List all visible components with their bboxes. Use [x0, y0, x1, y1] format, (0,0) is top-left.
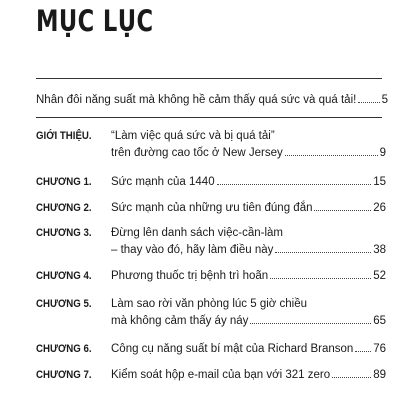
page-number: 76: [373, 343, 386, 355]
entry-title-line: Công cụ năng suất bí mật của Richard Branson: [111, 343, 354, 355]
page-number: 5: [381, 94, 388, 106]
entry-title-line: Sức mạnh của 1440: [111, 176, 215, 188]
entry-label: CHƯƠNG 1.: [36, 176, 92, 188]
toc-entry-chapter-5: [36, 298, 386, 332]
page-number: 65: [373, 315, 386, 327]
dot-leader: [285, 155, 378, 156]
entry-title-line: – thay vào đó, hãy làm điều này: [111, 244, 274, 256]
entry-label: CHƯƠNG 4.: [36, 270, 92, 282]
entry-title-line: mà không cảm thấy áy náy: [111, 315, 249, 327]
toc-entry-chapter-2: [36, 202, 386, 219]
entry-label: CHƯƠNG 5.: [36, 298, 92, 310]
entry-title-line: trên đường cao tốc ở New Jersey: [111, 147, 283, 159]
toc-entry-chapter-7: [36, 369, 386, 386]
toc-heading: MỤC LỤC: [36, 4, 154, 38]
section-divider: [36, 117, 382, 118]
toc-entry-introduction: [36, 130, 386, 164]
entry-label: CHƯƠNG 2.: [36, 202, 92, 214]
page-number: 26: [373, 202, 386, 214]
page-number: 9: [379, 147, 386, 159]
dot-leader: [270, 278, 371, 279]
dot-leader: [217, 184, 372, 185]
toc-entry-chapter-3: [36, 227, 386, 261]
entry-title-line: Đừng lên danh sách việc-cần-làm: [111, 227, 283, 239]
entry-label: CHƯƠNG 7.: [36, 369, 92, 381]
page-number: 38: [373, 244, 386, 256]
toc-entry-chapter-1: [36, 176, 386, 193]
entry-label: GIỚI THIỆU.: [36, 130, 92, 142]
page-number: 89: [373, 369, 386, 381]
dot-leader: [332, 377, 371, 378]
toc-intro-entry: [36, 94, 388, 106]
dot-leader: [355, 351, 371, 352]
dot-leader: [358, 102, 379, 103]
toc-entry-chapter-4: [36, 270, 386, 287]
entry-label: CHƯƠNG 6.: [36, 343, 92, 355]
entry-label: CHƯƠNG 3.: [36, 227, 92, 239]
dot-leader: [275, 252, 371, 253]
dot-leader: [250, 323, 371, 324]
entry-title-line: Sức mạnh của những ưu tiên đúng đắn: [111, 202, 313, 214]
dot-leader: [314, 210, 371, 211]
entry-title-line: Phương thuốc trị bệnh trì hoãn: [111, 270, 269, 282]
page-number: 15: [373, 176, 386, 188]
top-divider: [36, 78, 382, 79]
toc-entry-chapter-6: [36, 343, 386, 360]
page-number: 52: [373, 270, 386, 282]
entry-title-line: Làm sao rời văn phòng lúc 5 giờ chiều: [111, 298, 307, 310]
entry-title-line: Kiểm soát hộp e-mail của bạn với 321 zero: [111, 369, 331, 381]
entry-title-line: “Làm việc quá sức và bị quá tải”: [111, 130, 275, 142]
intro-title: Nhân đôi năng suất mà không hề cảm thấy quá sức và quá tải!: [36, 94, 357, 106]
